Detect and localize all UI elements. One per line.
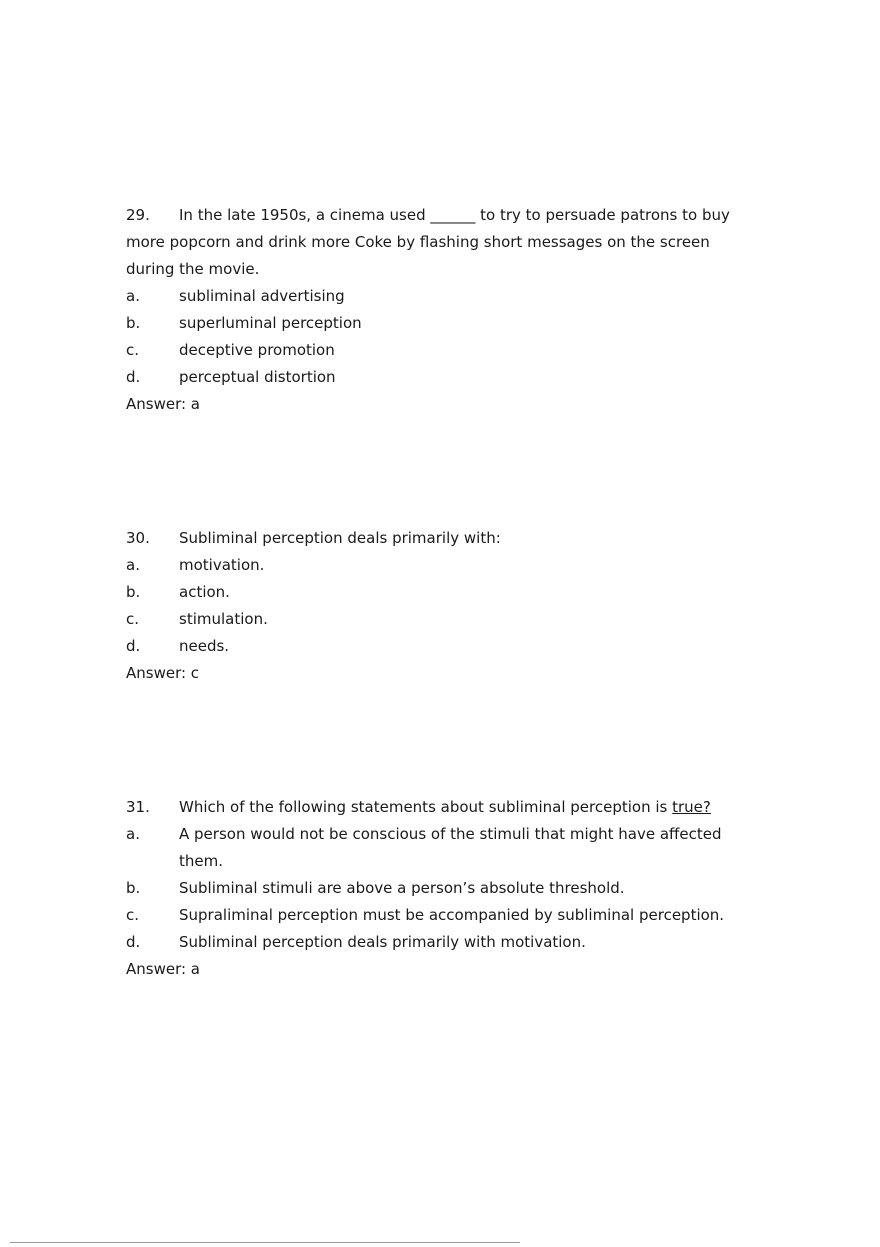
option-letter: d. xyxy=(126,368,141,386)
option-text: perceptual distortion xyxy=(179,368,336,386)
option-letter: c. xyxy=(126,906,140,924)
option-c xyxy=(126,902,746,929)
option-letter: d. xyxy=(126,637,141,655)
option-c xyxy=(126,337,746,364)
footer-divider xyxy=(10,1242,520,1243)
option-c xyxy=(126,606,746,633)
option-letter: b. xyxy=(126,879,141,897)
question-stem xyxy=(126,525,746,552)
option-b xyxy=(126,579,746,606)
answer-text: Answer: c xyxy=(126,664,200,682)
question-stem-continuation: more popcorn and drink more Coke by flashing short messages on the screen during the movie. xyxy=(126,233,710,278)
question-stem-main: Which of the following statements about subliminal perception is xyxy=(179,798,673,816)
question-stem xyxy=(126,794,746,821)
option-letter: c. xyxy=(126,610,140,628)
question-29 xyxy=(126,202,746,418)
option-a xyxy=(126,821,746,875)
option-text: subliminal advertising xyxy=(179,287,345,305)
option-letter: d. xyxy=(126,933,141,951)
option-letter: a. xyxy=(126,556,140,574)
option-text: needs. xyxy=(179,637,230,655)
option-text: deceptive promotion xyxy=(179,341,335,359)
option-letter: a. xyxy=(126,287,140,305)
question-number: 30. xyxy=(126,529,150,547)
question-stem-text: In the late 1950s, a cinema used ______ to try to persuade patrons to buy xyxy=(179,206,730,224)
question-number: 31. xyxy=(126,798,150,816)
option-text: Subliminal stimuli are above a person’s absolute threshold. xyxy=(179,879,625,897)
option-d xyxy=(126,633,746,660)
option-text: A person would not be conscious of the stimuli that might have affected them. xyxy=(179,825,722,870)
option-text: motivation. xyxy=(179,556,265,574)
answer-text: Answer: a xyxy=(126,395,200,413)
option-letter: c. xyxy=(126,341,140,359)
question-number: 29. xyxy=(126,206,150,224)
option-a xyxy=(126,552,746,579)
option-d xyxy=(126,929,746,956)
answer-text: Answer: a xyxy=(126,960,200,978)
option-letter: a. xyxy=(126,825,140,843)
question-stem xyxy=(126,202,746,229)
question-stem-text: Subliminal perception deals primarily with: xyxy=(179,529,501,547)
option-text: Supraliminal perception must be accompanied by subliminal perception. xyxy=(179,906,725,924)
question-30 xyxy=(126,525,746,687)
question-stem-text xyxy=(179,794,746,821)
option-letter: b. xyxy=(126,583,141,601)
option-letter: b. xyxy=(126,314,141,332)
question-stem-underlined: true? xyxy=(672,798,711,816)
option-text: stimulation. xyxy=(179,610,268,628)
option-b xyxy=(126,310,746,337)
option-text: Subliminal perception deals primarily with motivation. xyxy=(179,933,586,951)
option-text: action. xyxy=(179,583,230,601)
option-text: superluminal perception xyxy=(179,314,362,332)
option-b xyxy=(126,875,746,902)
option-a xyxy=(126,283,746,310)
question-31 xyxy=(126,794,746,983)
option-d xyxy=(126,364,746,391)
